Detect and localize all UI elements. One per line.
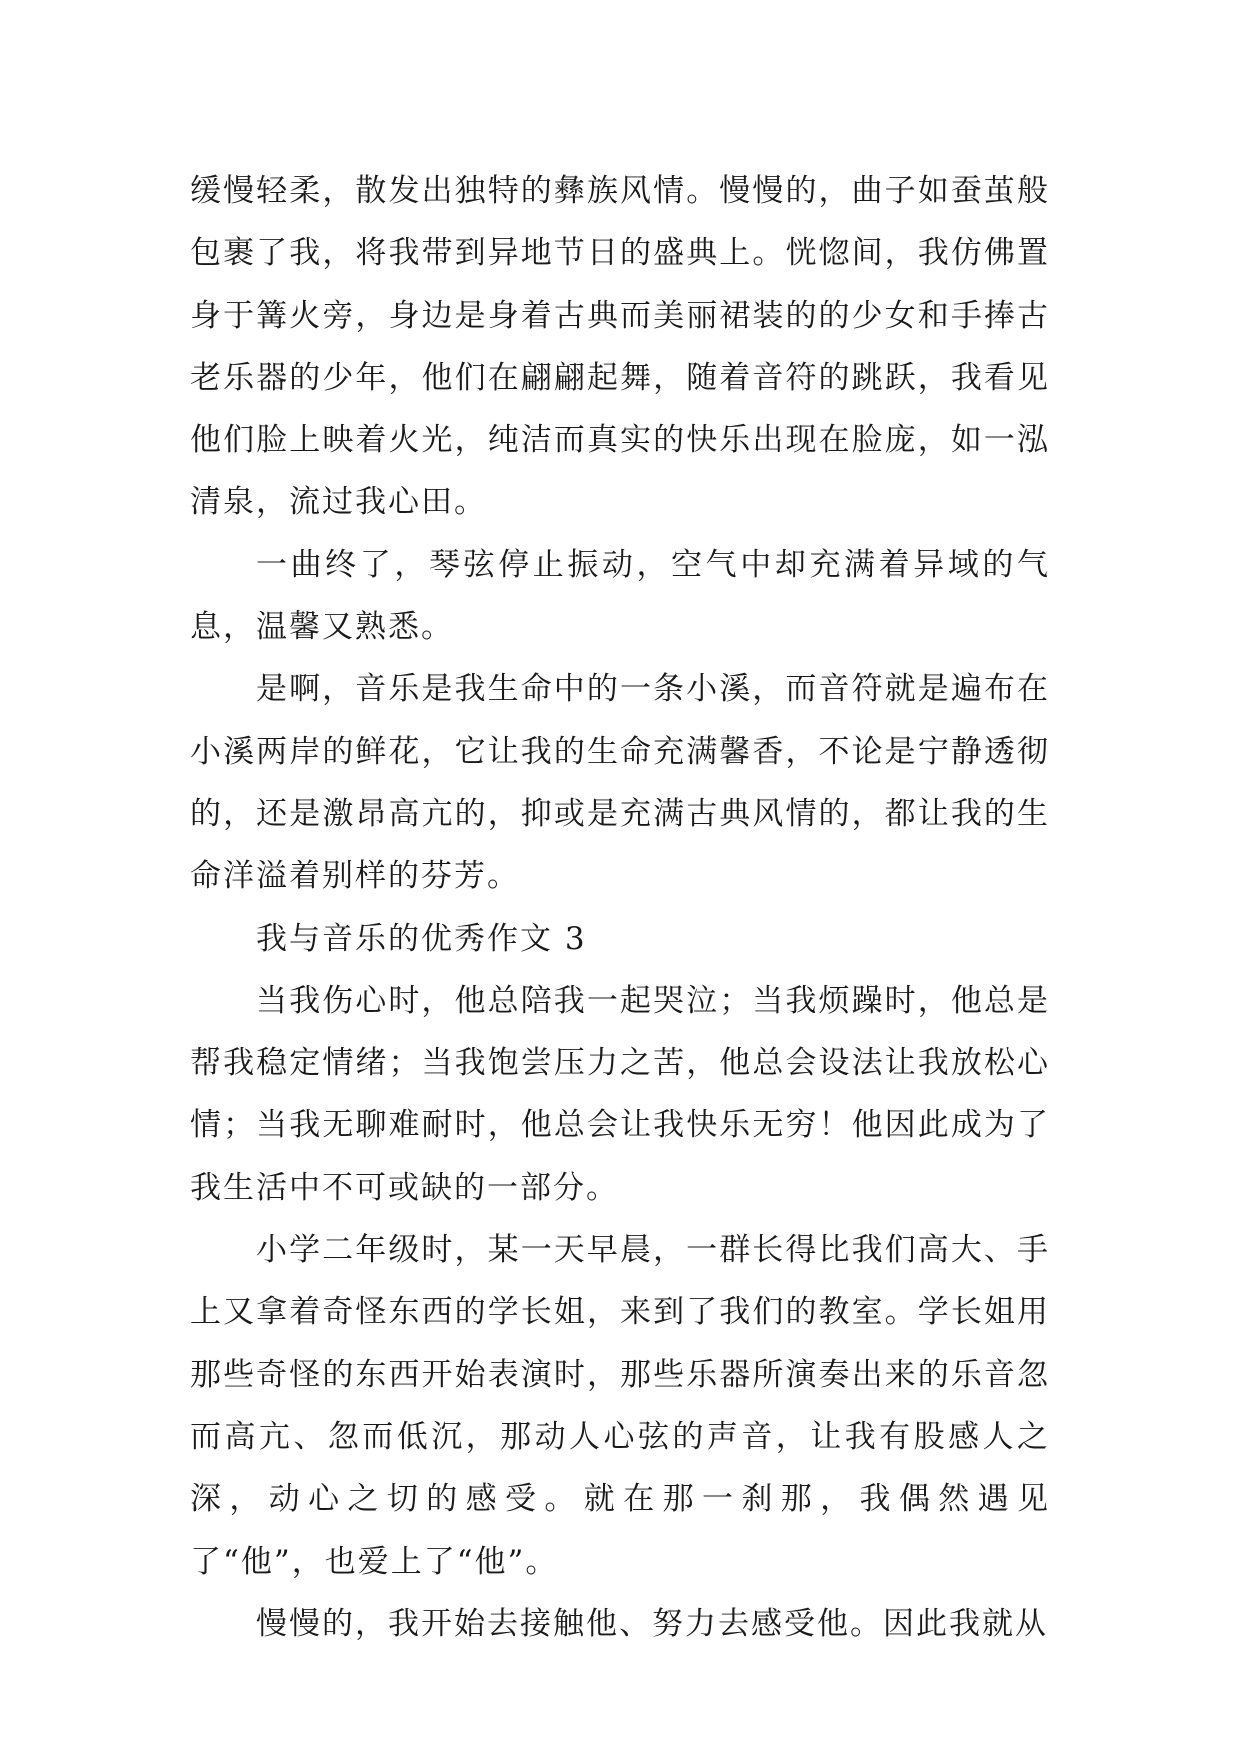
paragraph-4: 当我伤心时，他总陪我一起哭泣；当我烦躁时，他总是帮我稳定情绪；当我饱尝压力之苦，他总会设法让我放松心情；当我无聊难耐时，他总会让我快乐无穷！他因此成为了我生活中不可或缺的一部分。 [190,982,1050,1206]
paragraph-6: 慢慢的，我开始去接触他、努力去感受他。因此我就从 [256,1605,1048,1642]
paragraph-3: 是啊，音乐是我生命中的一条小溪，而音符就是遍布在小溪两岸的鲜花，它让我的生命充满馨香，不论是宁静透彻的，还是激昂高亢的，抑或是充满古典风情的，都让我的生命洋溢着别样的芬芳。 [190,671,1050,895]
paragraph-5: 小学二年级时，某一天早晨，一群长得比我们高大、手上又拿着奇怪东西的学长姐，来到了我们的教室。学长姐用那些奇怪的东西开始表演时，那些乐器所演奏出来的乐音忽而高亢、忽而低沉，那动人心弦的声音，让我有股感人之深，动心之切的感受。就在那一刹那，我偶然遇见了“他”，也爱上了“他”。 [190,1232,1050,1580]
paragraph-1: 缓慢轻柔，散发出独特的彝族风情。慢慢的，曲子如蚕茧般包裹了我，将我带到异地节日的盛典上。恍惚间，我仿佛置身于篝火旁，身边是身着古典而美丽裙装的的少女和手捧古老乐器的少年，他们在翩翩起舞，随着音符的跳跃，我看见他们脸上映着火光，纯洁而真实的快乐出现在脸庞，如一泓清泉，流过我心田。 [190,173,1050,521]
paragraph-2: 一曲终了，琴弦停止振动，空气中却充满着异域的气息，温馨又熟悉。 [190,546,1050,646]
essay-heading: 我与音乐的优秀作文 3 [256,920,587,957]
essay-body [190,160,1050,1655]
